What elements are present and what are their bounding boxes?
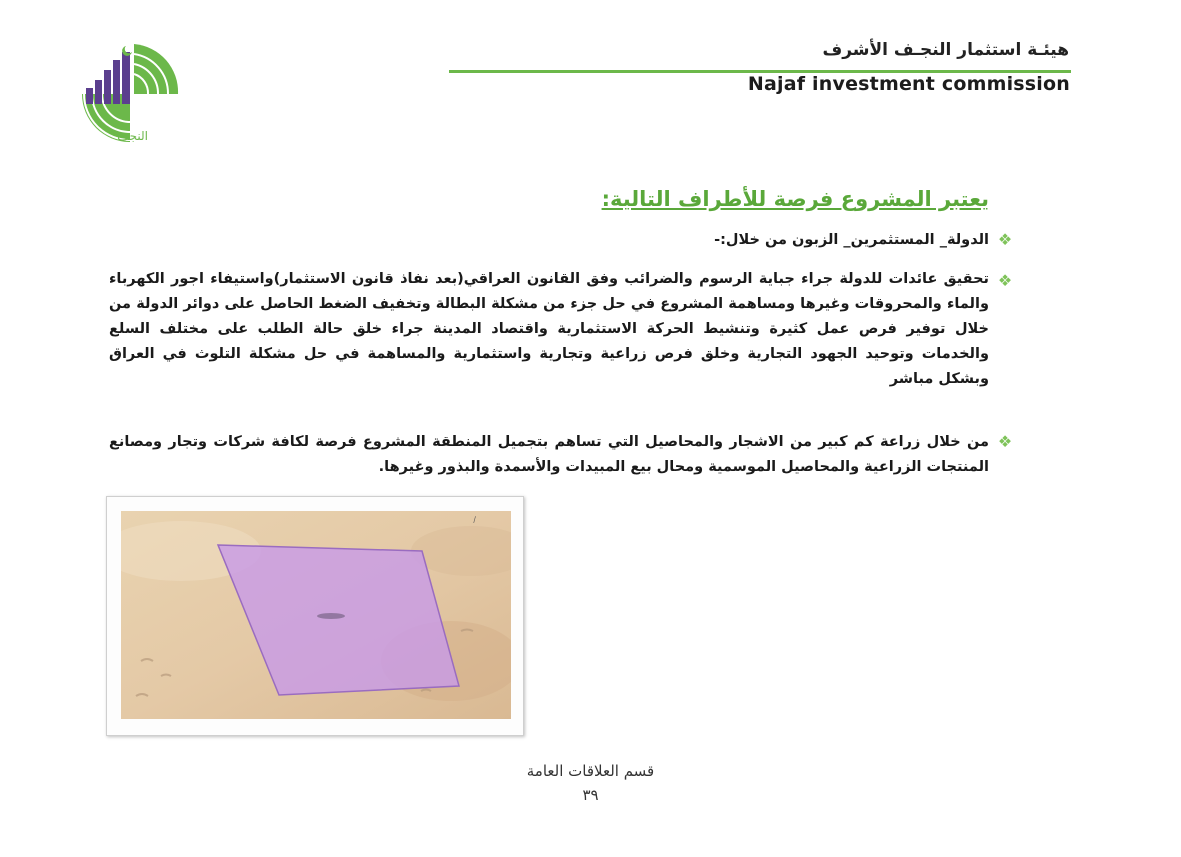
footer-department: قسم العلاقات العامة	[526, 762, 655, 780]
svg-text:|: |	[472, 515, 477, 524]
header-title-arabic: هيئـة استثمار النجـف الأشرف	[822, 40, 1069, 60]
bullet-icon: ❖	[997, 230, 1013, 249]
section-heading: يعتبر المشروع فرصة للأطراف التالية:	[601, 187, 989, 211]
satellite-image	[106, 496, 524, 736]
page-number: ٣٩	[582, 786, 599, 804]
satellite-map	[121, 511, 511, 719]
paragraph-parties: الدولة_ المستثمرين_ الزبون من خلال:-	[714, 232, 989, 248]
najaf-commission-logo	[80, 42, 180, 150]
header-title-english: Najaf investment commission	[747, 73, 1070, 95]
logo-green-arc	[134, 44, 178, 94]
bullet-icon: ❖	[997, 271, 1013, 290]
bullet-icon: ❖	[997, 432, 1013, 451]
svg-text:النجف: النجف	[117, 129, 148, 143]
paragraph-agriculture: من خلال زراعة كم كبير من الاشجار والمحاصيل التي تساهم بتجميل المنطقة المشروع فرصة لكافة شركات وتجار ومصانع المنتجات الزراعية والمحاصيل الموسمية ومحال بيع المبيدات والأسمدة والبذور وغيرها.	[109, 434, 989, 475]
paragraph-state-benefits: تحقيق عائدات للدولة جراء جباية الرسوم والضرائب وفق القانون العراقي(بعد نفاذ قانون الاستثمار)واستيفاء اجور الكهرباء والماء والمحروقات وغيرها ومساهمة المشروع في حل جزء من مشكلة البطالة وتخفيف الضغط الحاصل على دوائر الدولة من خلال توفير فرص عمل كثيرة وتنشيط الحركة الاستثمارية واقتصاد المدينة جراء خلق حالة الطلب على مختلف السلع والخدمات وتوحيد الجهود التجارية وخلق فرص زراعية وتجارية واستثمارية والمساهمة في حل مشكلة التلوث في العراق وبشكل مباشر	[109, 271, 989, 387]
